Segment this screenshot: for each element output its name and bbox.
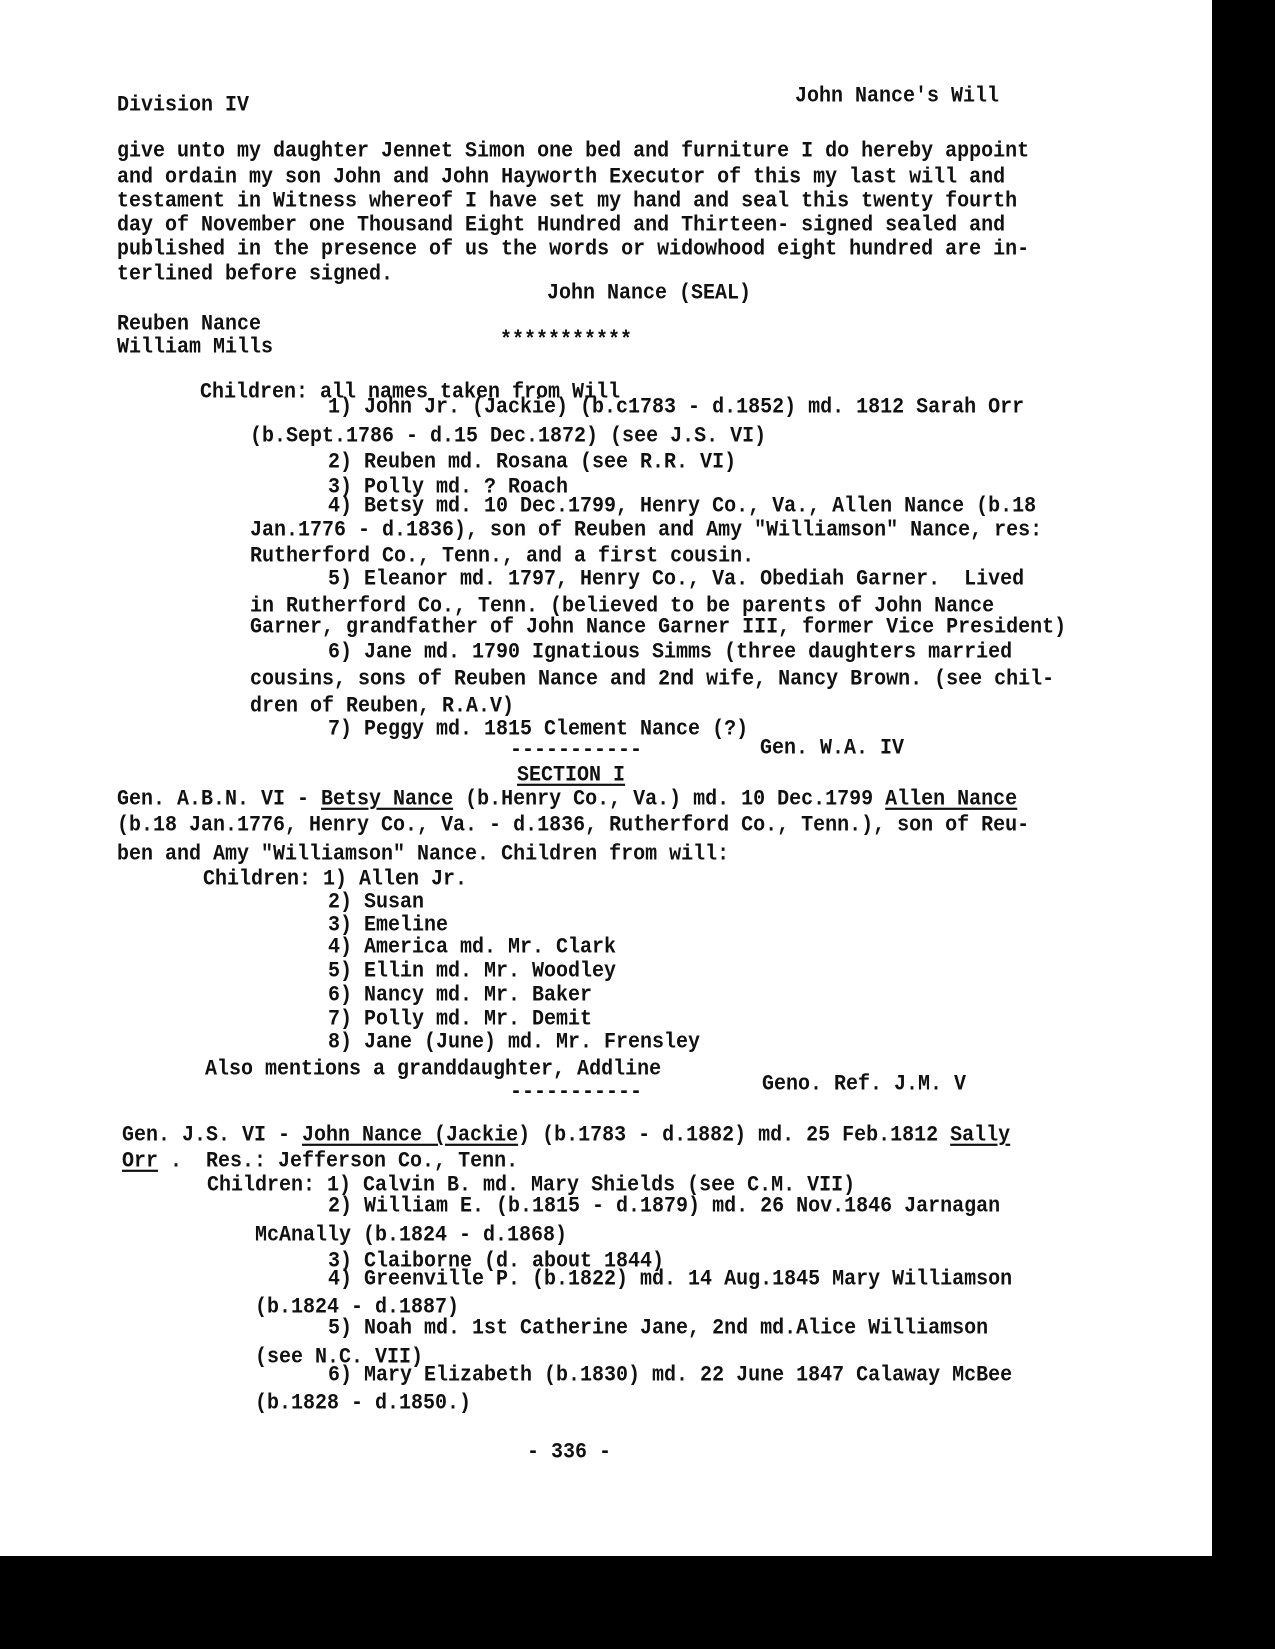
- text-line: [250, 668, 1054, 692]
- text-segment: cousins, sons of Reuben Nance and 2nd wife, Nancy Brown. (see chil-: [250, 666, 1055, 693]
- text-segment: (b.Henry Co., Va.) md. 10 Dec.1799: [453, 786, 886, 813]
- text-line: [250, 616, 1066, 640]
- text-segment: . Res.: Jefferson Co., Tenn.: [158, 1148, 519, 1175]
- text-segment: (b.1824 - d.1887): [255, 1294, 460, 1321]
- text-line: [517, 764, 625, 788]
- text-segment: -----------: [510, 1079, 643, 1106]
- text-line: [328, 396, 1024, 420]
- text-line: [500, 329, 632, 353]
- text-line: [328, 960, 616, 984]
- text-line: [117, 814, 1029, 838]
- text-line: [328, 1317, 988, 1341]
- text-segment: 2) William E. (b.1815 - d.1879) md. 26 Nov.1846 Jarnagan: [328, 1193, 1001, 1220]
- text-line: [122, 1124, 1010, 1148]
- text-line: [117, 238, 1029, 262]
- text-line: [328, 568, 1024, 592]
- text-segment: 6) Mary Elizabeth (b.1830) md. 22 June 1847 Calaway McBee: [328, 1362, 1013, 1389]
- text-segment: and ordain my son John and John Hayworth Executor of this my last will and: [117, 164, 1006, 191]
- text-line: [117, 788, 1017, 812]
- text-segment: Gen. J.S. VI -: [122, 1122, 303, 1149]
- text-segment: 2) Susan: [328, 889, 425, 916]
- text-segment: 4) Betsy md. 10 Dec.1799, Henry Co., Va., Allen Nance (b.18: [328, 493, 1037, 520]
- text-segment: Rutherford Co., Tenn., and a first cousin.: [250, 543, 755, 570]
- text-line: [328, 936, 616, 960]
- underlined-text: Betsy Nance: [321, 786, 454, 813]
- text-line: [328, 495, 1036, 519]
- text-segment: (b.1828 - d.1850.): [255, 1390, 472, 1417]
- text-segment: Reuben Nance: [117, 311, 262, 338]
- text-segment: (b.Sept.1786 - d.15 Dec.1872) (see J.S. VI): [250, 423, 767, 450]
- text-segment: 3) Emeline: [328, 912, 449, 939]
- text-segment: (see N.C. VII): [255, 1344, 424, 1371]
- text-segment: day of November one Thousand Eight Hundred and Thirteen- signed sealed and: [117, 212, 1006, 239]
- text-segment: Also mentions a granddaughter, Addline: [205, 1056, 662, 1083]
- text-line: [250, 695, 514, 719]
- text-line: [203, 868, 467, 892]
- text-segment: 5) Noah md. 1st Catherine Jane, 2nd md.Alice Williamson: [328, 1315, 989, 1342]
- text-line: [328, 641, 1012, 665]
- text-segment: Children: 1) Calvin B. md. Mary Shields (see C.M. VII): [207, 1172, 856, 1199]
- text-segment: 3) Claiborne (d. about 1844): [328, 1248, 665, 1275]
- text-line: [122, 1150, 518, 1174]
- text-segment: (b.18 Jan.1776, Henry Co., Va. - d.1836, Rutherford Co., Tenn.), son of Reu-: [117, 812, 1030, 839]
- text-segment: 5) Eleanor md. 1797, Henry Co., Va. Obediah Garner. Lived: [328, 566, 1025, 593]
- text-segment: Geno. Ref. J.M. V: [762, 1071, 967, 1098]
- text-segment: ) (b.1783 - d.1882) md. 25 Feb.1812: [518, 1122, 951, 1149]
- text-line: [117, 140, 1029, 164]
- text-line: [762, 1073, 966, 1097]
- text-line: [328, 1195, 1000, 1219]
- text-line: [510, 1081, 642, 1105]
- text-segment: give unto my daughter Jennet Simon one bed and furniture I do hereby appoint: [117, 138, 1030, 165]
- text-segment: Children: 1) Allen Jr.: [203, 866, 468, 893]
- text-segment: 3) Polly md. ? Roach: [328, 474, 569, 501]
- text-line: [117, 336, 273, 360]
- text-line: [510, 739, 642, 763]
- document-title: John Nance's Will: [795, 83, 1000, 110]
- text-segment: Jan.1776 - d.1836), son of Reuben and Amy "Williamson" Nance, res:: [250, 517, 1043, 544]
- text-segment: Children: all names taken from Will: [200, 379, 621, 406]
- text-segment: ben and Amy "Williamson" Nance. Children from will:: [117, 841, 730, 868]
- text-segment: ***********: [500, 327, 633, 354]
- text-segment: William Mills: [117, 334, 274, 361]
- underlined-text: Orr: [122, 1148, 159, 1175]
- text-line: [117, 263, 393, 287]
- text-line: [255, 1224, 567, 1248]
- text-segment: Garner, grandfather of John Nance Garner III, former Vice President): [250, 614, 1067, 641]
- text-line: [547, 282, 751, 306]
- text-segment: 6) Nancy md. Mr. Baker: [328, 982, 593, 1009]
- underlined-text: Allen Nance: [885, 786, 1018, 813]
- text-segment: McAnally (b.1824 - d.1868): [255, 1222, 568, 1249]
- text-line: [328, 1031, 700, 1055]
- text-segment: 7) Polly md. Mr. Demit: [328, 1006, 593, 1033]
- text-segment: 8) Jane (June) md. Mr. Frensley: [328, 1029, 701, 1056]
- text-line: [255, 1392, 471, 1416]
- text-segment: published in the presence of us the words or widowhood eight hundred are in-: [117, 236, 1030, 263]
- text-segment: 4) America md. Mr. Clark: [328, 934, 617, 961]
- text-segment: testament in Witness whereof I have set my hand and seal this twenty fourth: [117, 188, 1018, 215]
- text-line: [250, 519, 1042, 543]
- page-number: - 336 -: [527, 1439, 612, 1466]
- text-segment: Gen. W.A. IV: [760, 735, 905, 762]
- text-segment: John Nance (SEAL): [547, 280, 752, 307]
- text-line: [328, 1364, 1012, 1388]
- text-segment: 1) John Jr. (Jackie) (b.c1783 - d.1852) md. 1812 Sarah Orr: [328, 394, 1025, 421]
- text-segment: Gen. A.B.N. VI -: [117, 786, 322, 813]
- text-line: [328, 1008, 592, 1032]
- text-line: [117, 313, 261, 337]
- text-line: [117, 214, 1005, 238]
- text-segment: 7) Peggy md. 1815 Clement Nance (?): [328, 716, 749, 743]
- text-segment: 2) Reuben md. Rosana (see R.R. VI): [328, 449, 737, 476]
- text-line: [117, 166, 1005, 190]
- underlined-text: SECTION I: [517, 762, 626, 789]
- text-segment: 5) Ellin md. Mr. Woodley: [328, 958, 617, 985]
- text-segment: in Rutherford Co., Tenn. (believed to be parents of John Nance: [250, 593, 995, 620]
- division-heading: Division IV: [117, 92, 250, 119]
- underlined-text: Sally: [950, 1122, 1011, 1149]
- text-line: [250, 545, 754, 569]
- text-line: [328, 451, 736, 475]
- text-line: [328, 891, 424, 915]
- text-line: [250, 425, 766, 449]
- text-line: [328, 1268, 1012, 1292]
- text-segment: 4) Greenville P. (b.1822) md. 14 Aug.1845 Mary Williamson: [328, 1266, 1013, 1293]
- text-line: [760, 737, 904, 761]
- text-line: [117, 843, 729, 867]
- text-segment: dren of Reuben, R.A.V): [250, 693, 515, 720]
- underlined-text: John Nance (Jackie: [302, 1122, 519, 1149]
- text-segment: -----------: [510, 737, 643, 764]
- text-line: [117, 190, 1017, 214]
- text-segment: terlined before signed.: [117, 261, 394, 288]
- text-segment: 6) Jane md. 1790 Ignatious Simms (three daughters married: [328, 639, 1013, 666]
- text-line: [328, 984, 592, 1008]
- text-line: [205, 1058, 661, 1082]
